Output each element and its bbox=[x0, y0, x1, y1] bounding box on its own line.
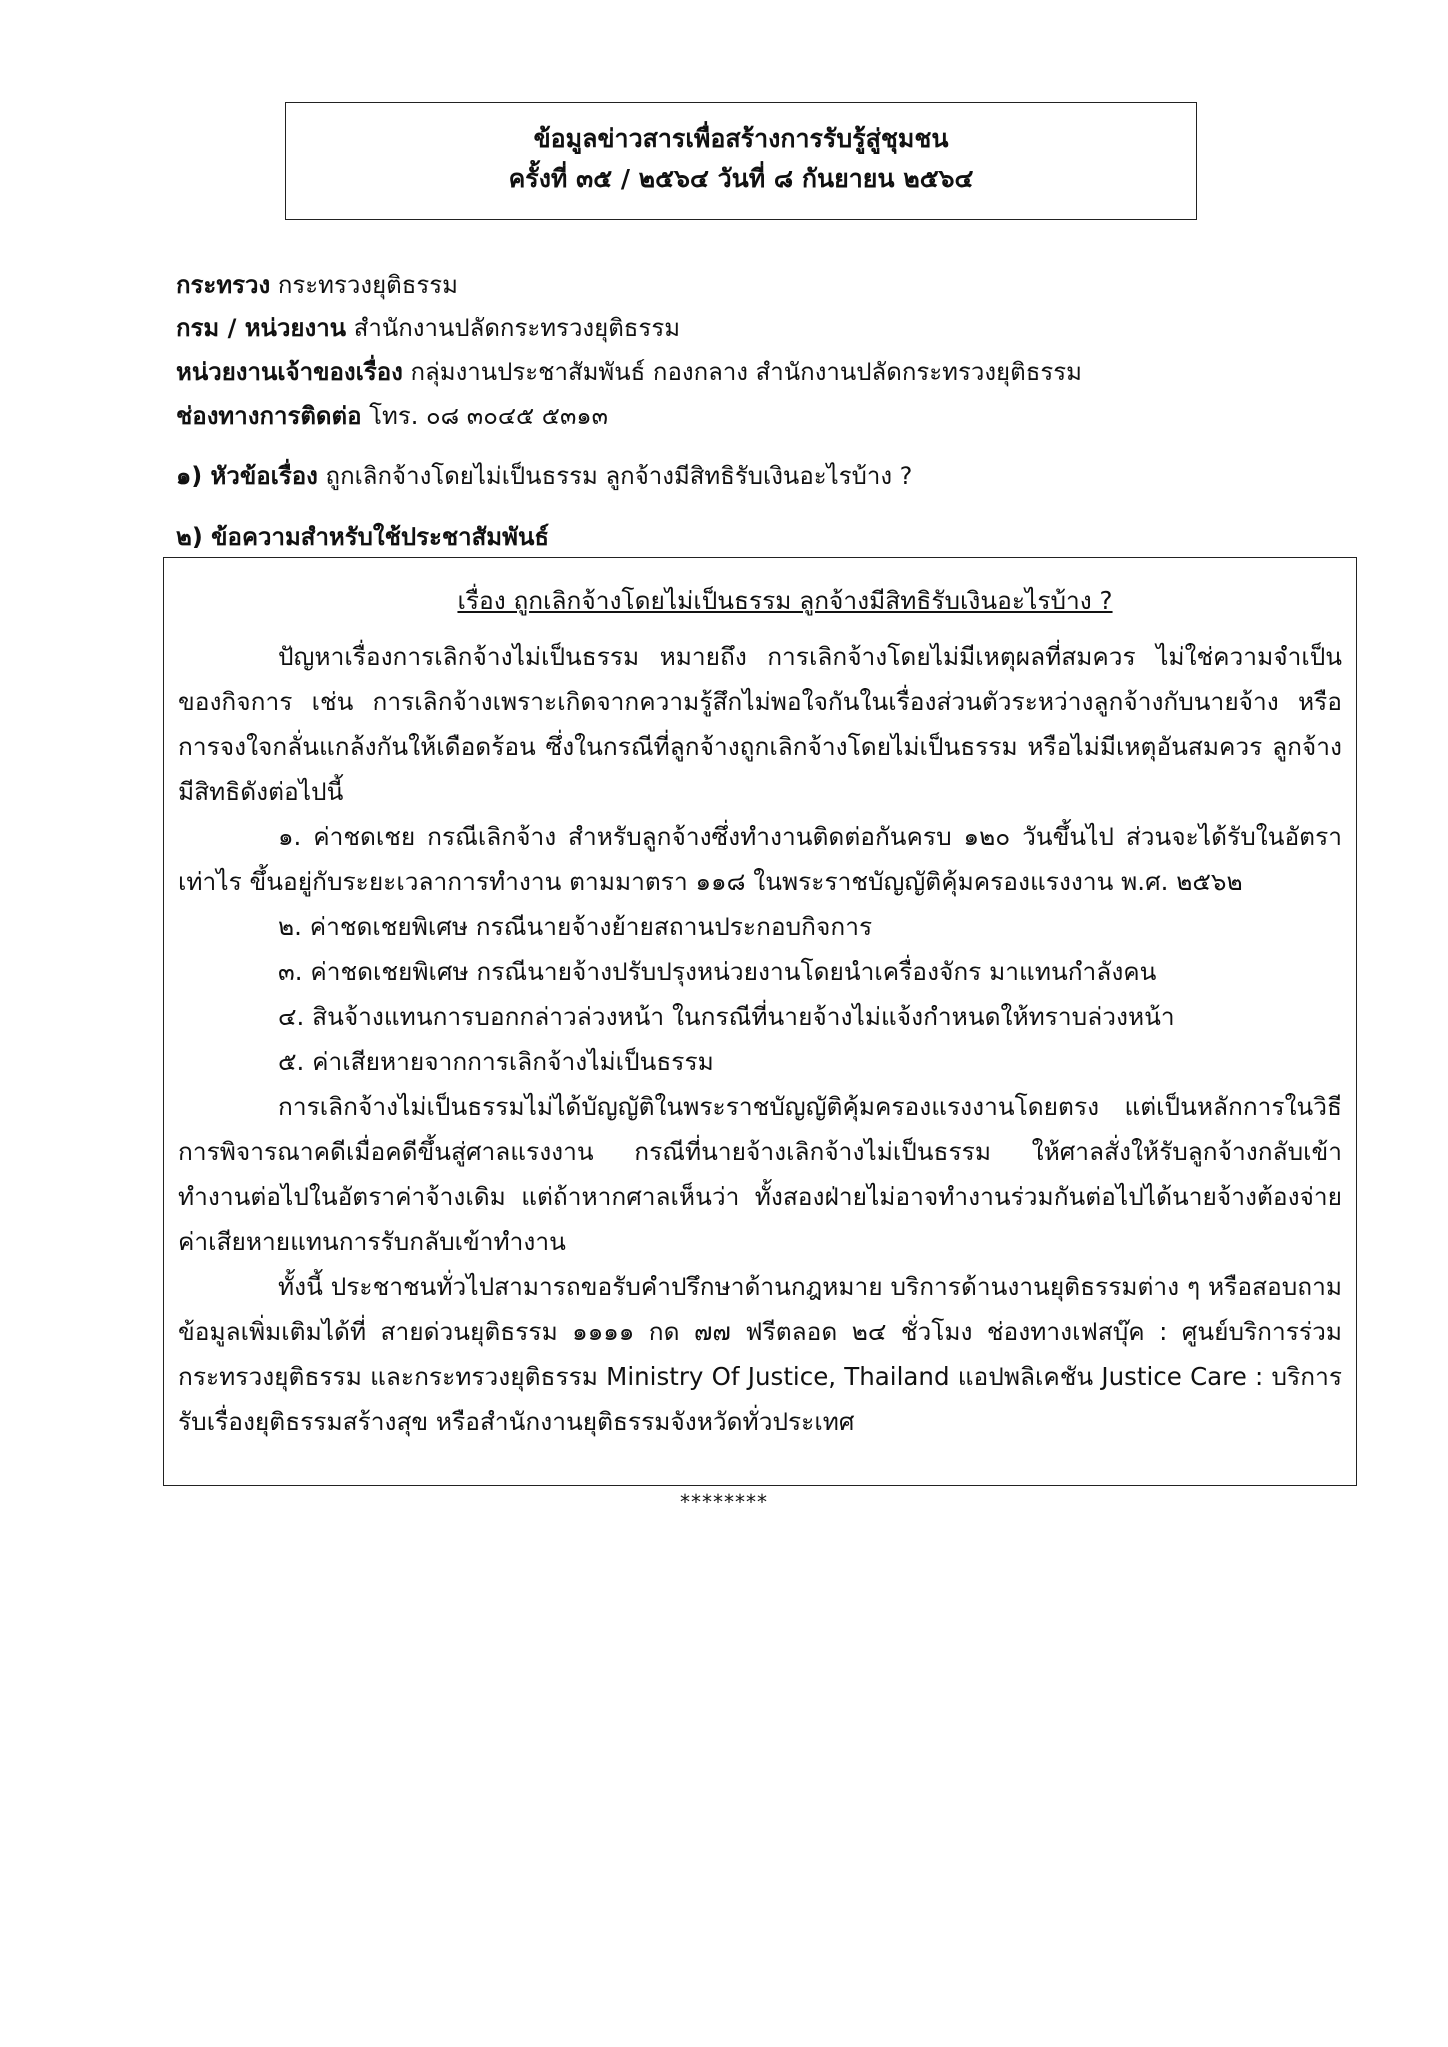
department-value: สำนักงานปลัดกระทรวงยุติธรรม bbox=[346, 314, 681, 342]
ministry-label: กระทรวง bbox=[176, 271, 271, 299]
contact-line bbox=[176, 401, 608, 431]
contact-label: ช่องทางการติดต่อ bbox=[176, 402, 362, 430]
ministry-line bbox=[176, 270, 458, 300]
list-item: ๕. ค่าเสียหายจากการเลิกจ้างไม่เป็นธรรม bbox=[278, 1047, 714, 1076]
article-intro-paragraph: ปัญหาเรื่องการเลิกจ้างไม่เป็นธรรม หมายถึง การเลิกจ้างโดยไม่มีเหตุผลที่สมควร ไม่ใช่ความจำเป็นของกิจการ เช่น การเลิกจ้างเพราะเกิดจากความรู้สึกไม่พอใจกันในเรื่องส่วนตัวระหว่างลูกจ้างกับนายจ้าง หรือการจงใจกลั่นแกล้งกันให้เดือดร้อน ซึ่งในกรณีที่ลูกจ้างถูกเลิกจ้างโดยไม่เป็นธรรม หรือไม่มีเหตุอันสมควร ลูกจ้างมีสิทธิดังต่อไปนี้ bbox=[178, 642, 1342, 806]
topic-value: ถูกเลิกจ้างโดยไม่เป็นธรรม ลูกจ้างมีสิทธิรับเงินอะไรบ้าง ? bbox=[317, 462, 913, 490]
press-release-box bbox=[163, 557, 1357, 1486]
document-header-box bbox=[285, 102, 1197, 220]
article-paragraph-3: ทั้งนี้ ประชาชนทั่วไปสามารถขอรับคำปรึกษาด้านกฎหมาย บริการด้านงานยุติธรรมต่าง ๆ หรือสอบถามข้อมูลเพิ่มเติมได้ที่ สายด่วนยุติธรรม ๑๑๑๑ กด ๗๗ ฟรีตลอด ๒๔ ชั่วโมง ช่องทางเฟสบุ๊ค : ศูนย์บริการร่วมกระทรวงยุติธรรม และกระทรวงยุติธรรม Ministry Of Justice, Thailand แอปพลิเคชัน Justice Care : บริการรับเรื่องยุติธรรมสร้างสุข หรือสำนักงานยุติธรรมจังหวัดทั่วประเทศ bbox=[178, 1272, 1342, 1436]
department-line bbox=[176, 313, 680, 343]
list-item: ๓. ค่าชดเชยพิเศษ กรณีนายจ้างปรับปรุงหน่วยงานโดยนำเครื่องจักร มาแทนกำลังคน bbox=[278, 957, 1157, 986]
pr-heading-line bbox=[176, 522, 549, 552]
pr-heading-label: ๒) ข้อความสำหรับใช้ประชาสัมพันธ์ bbox=[176, 523, 549, 551]
article-title: เรื่อง ถูกเลิกจ้างโดยไม่เป็นธรรม ลูกจ้างมีสิทธิรับเงินอะไรบ้าง ? bbox=[457, 586, 1113, 615]
ministry-value: กระทรวงยุติธรรม bbox=[270, 271, 458, 299]
document-issue-line: ครั้งที่ ๓๕ / ๒๕๖๔ วันที่ ๘ กันยายน ๒๕๖๔ bbox=[508, 164, 974, 193]
owner-line bbox=[176, 357, 1082, 387]
owner-value: กลุ่มงานประชาสัมพันธ์ กองกลาง สำนักงานปลัดกระทรวงยุติธรรม bbox=[402, 358, 1082, 386]
topic-label: ๑) หัวข้อเรื่อง bbox=[176, 462, 318, 490]
department-label: กรม / หน่วยงาน bbox=[176, 314, 347, 342]
article-paragraph-2: การเลิกจ้างไม่เป็นธรรมไม่ได้บัญญัติในพระราชบัญญัติคุ้มครองแรงงานโดยตรง แต่เป็นหลักการในวิธีการพิจารณาคดีเมื่อคดีขึ้นสู่ศาลแรงงาน กรณีที่นายจ้างเลิกจ้างไม่เป็นธรรม ให้ศาลสั่งให้รับลูกจ้างกลับเข้าทำงานต่อไปในอัตราค่าจ้างเดิม แต่ถ้าหากศาลเห็นว่า ทั้งสองฝ่ายไม่อาจทำงานร่วมกันต่อไปได้นายจ้างต้องจ่ายค่าเสียหายแทนการรับกลับเข้าทำงาน bbox=[178, 1092, 1342, 1256]
list-item: ๑. ค่าชดเชย กรณีเลิกจ้าง สำหรับลูกจ้างซึ่งทำงานติดต่อกันครบ ๑๒๐ วันขึ้นไป ส่วนจะได้รับในอัตราเท่าไร ขึ้นอยู่กับระยะเวลาการทำงาน ตามมาตรา ๑๑๘ ในพระราชบัญญัติคุ้มครองแรงงาน พ.ศ. ๒๕๖๒ bbox=[178, 822, 1342, 896]
list-item: ๔. สินจ้างแทนการบอกกล่าวล่วงหน้า ในกรณีที่นายจ้างไม่แจ้งกำหนดให้ทราบล่วงหน้า bbox=[278, 1002, 1175, 1031]
topic-line bbox=[176, 461, 912, 491]
contact-value: โทร. ๐๘ ๓๐๔๕ ๕๓๑๓ bbox=[361, 402, 609, 430]
owner-label: หน่วยงานเจ้าของเรื่อง bbox=[176, 358, 403, 386]
list-item: ๒. ค่าชดเชยพิเศษ กรณีนายจ้างย้ายสถานประกอบกิจการ bbox=[278, 912, 873, 941]
end-of-document-mark: ******** bbox=[680, 1490, 768, 1514]
document-title: ข้อมูลข่าวสารเพื่อสร้างการรับรู้สู่ชุมชน bbox=[533, 124, 949, 153]
